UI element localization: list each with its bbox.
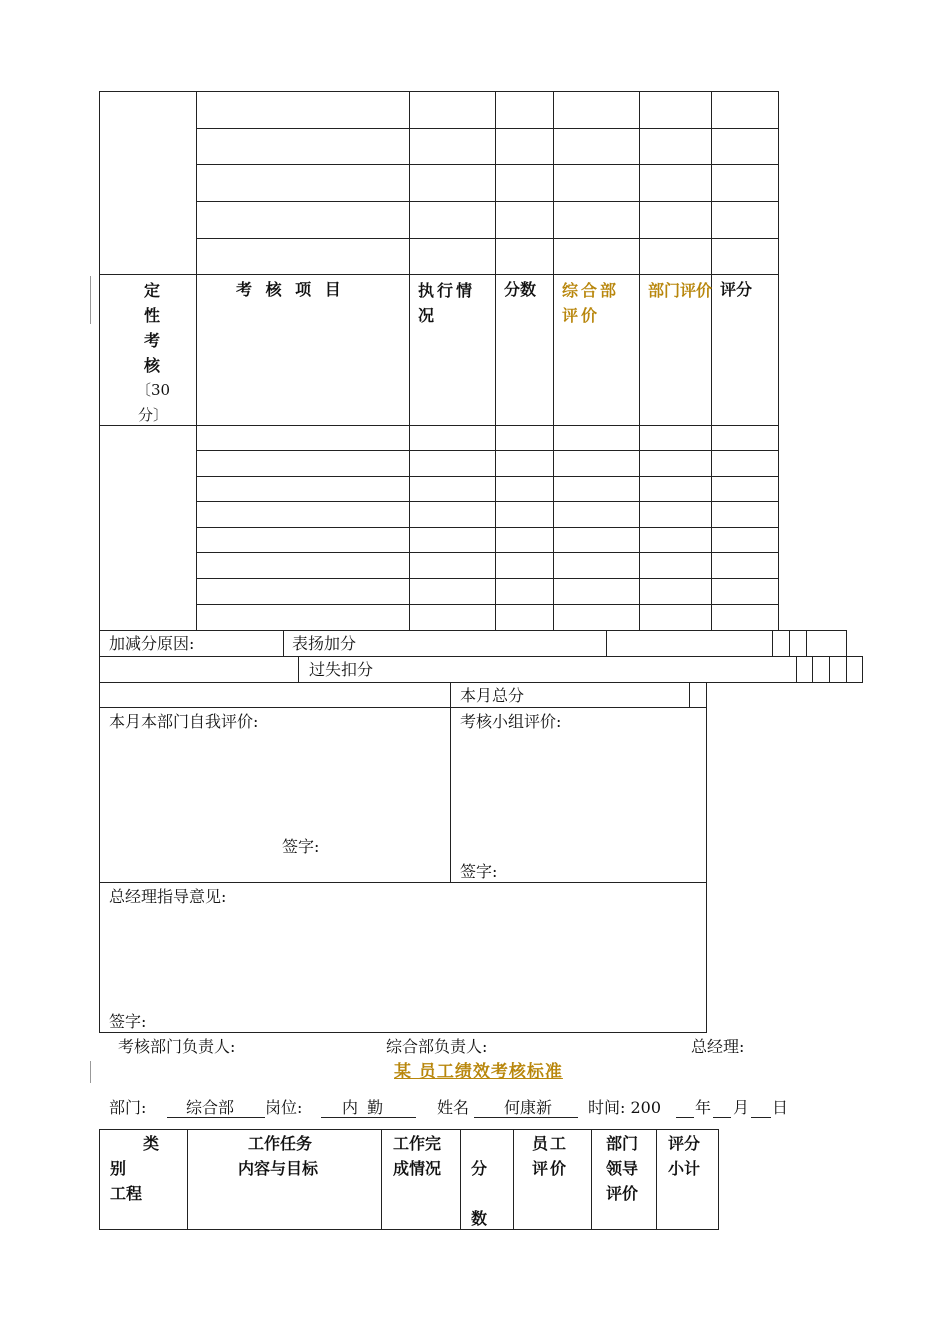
col5-line2: 评价: [532, 1159, 569, 1178]
col7-line2: 小计: [668, 1159, 701, 1178]
dept-label: 部门:: [109, 1098, 147, 1117]
group-eval-label: 考核小组评价:: [460, 712, 562, 731]
score-header: 分数: [504, 280, 537, 299]
category-points: 〔30 分〕: [136, 381, 171, 424]
col6-line3: 评价: [606, 1184, 639, 1203]
item-header: 考 核 项 目: [236, 280, 345, 299]
doc-title: 某 员工绩效考核标准: [394, 1062, 563, 1082]
dept-eval-header: 部门评价: [648, 281, 713, 300]
col6-line2: 领导: [606, 1159, 639, 1178]
general-head-sign: 综合部负责人:: [386, 1037, 488, 1056]
dept-value: 综合部: [186, 1098, 235, 1117]
col2-line2: 内容与目标: [238, 1159, 319, 1178]
rating-header: 评分: [720, 280, 753, 299]
col7-line1: 评分: [668, 1134, 701, 1153]
deduct-label: 过失扣分: [309, 660, 374, 679]
self-eval-label: 本月本部门自我评价:: [109, 712, 259, 731]
category-label: 定 性 考 核: [143, 281, 160, 375]
month-label: 月: [733, 1098, 750, 1117]
time-label: 时间: 200: [588, 1098, 662, 1117]
col3-line2: 成情况: [393, 1159, 442, 1178]
self-eval-sign: 签字:: [282, 837, 320, 856]
gm-opinion-label: 总经理指导意见:: [109, 887, 227, 906]
year-label: 年: [695, 1098, 712, 1117]
gm-sign-footer: 总经理:: [691, 1037, 745, 1056]
name-label: 姓名: [437, 1098, 470, 1117]
col1-line3: 工程: [110, 1184, 143, 1203]
col4-line1: 分: [471, 1159, 488, 1178]
general-dept-eval-header: 综合部评价: [562, 281, 620, 325]
post-value: 内 勤: [342, 1098, 386, 1117]
col2-line1: 工作任务: [248, 1134, 313, 1153]
col4-line2: 数: [471, 1209, 488, 1228]
month-total-label: 本月总分: [460, 686, 525, 705]
gm-sign: 签字:: [109, 1012, 147, 1031]
col1-line1: 类: [143, 1134, 160, 1153]
bonus-reason-label: 加减分原因:: [109, 634, 195, 653]
praise-label: 表扬加分: [292, 634, 357, 653]
execution-header: 执行情况: [418, 281, 476, 325]
day-label: 日: [772, 1098, 789, 1117]
group-eval-sign: 签字:: [460, 862, 498, 881]
name-value: 何康新: [504, 1098, 553, 1117]
col3-line1: 工作完: [393, 1134, 442, 1153]
col5-line1: 员工: [532, 1134, 569, 1153]
col6-line1: 部门: [606, 1134, 639, 1153]
post-label: 岗位:: [265, 1098, 303, 1117]
col1-line2: 别: [110, 1159, 127, 1178]
dept-head-sign: 考核部门负责人:: [118, 1037, 236, 1056]
